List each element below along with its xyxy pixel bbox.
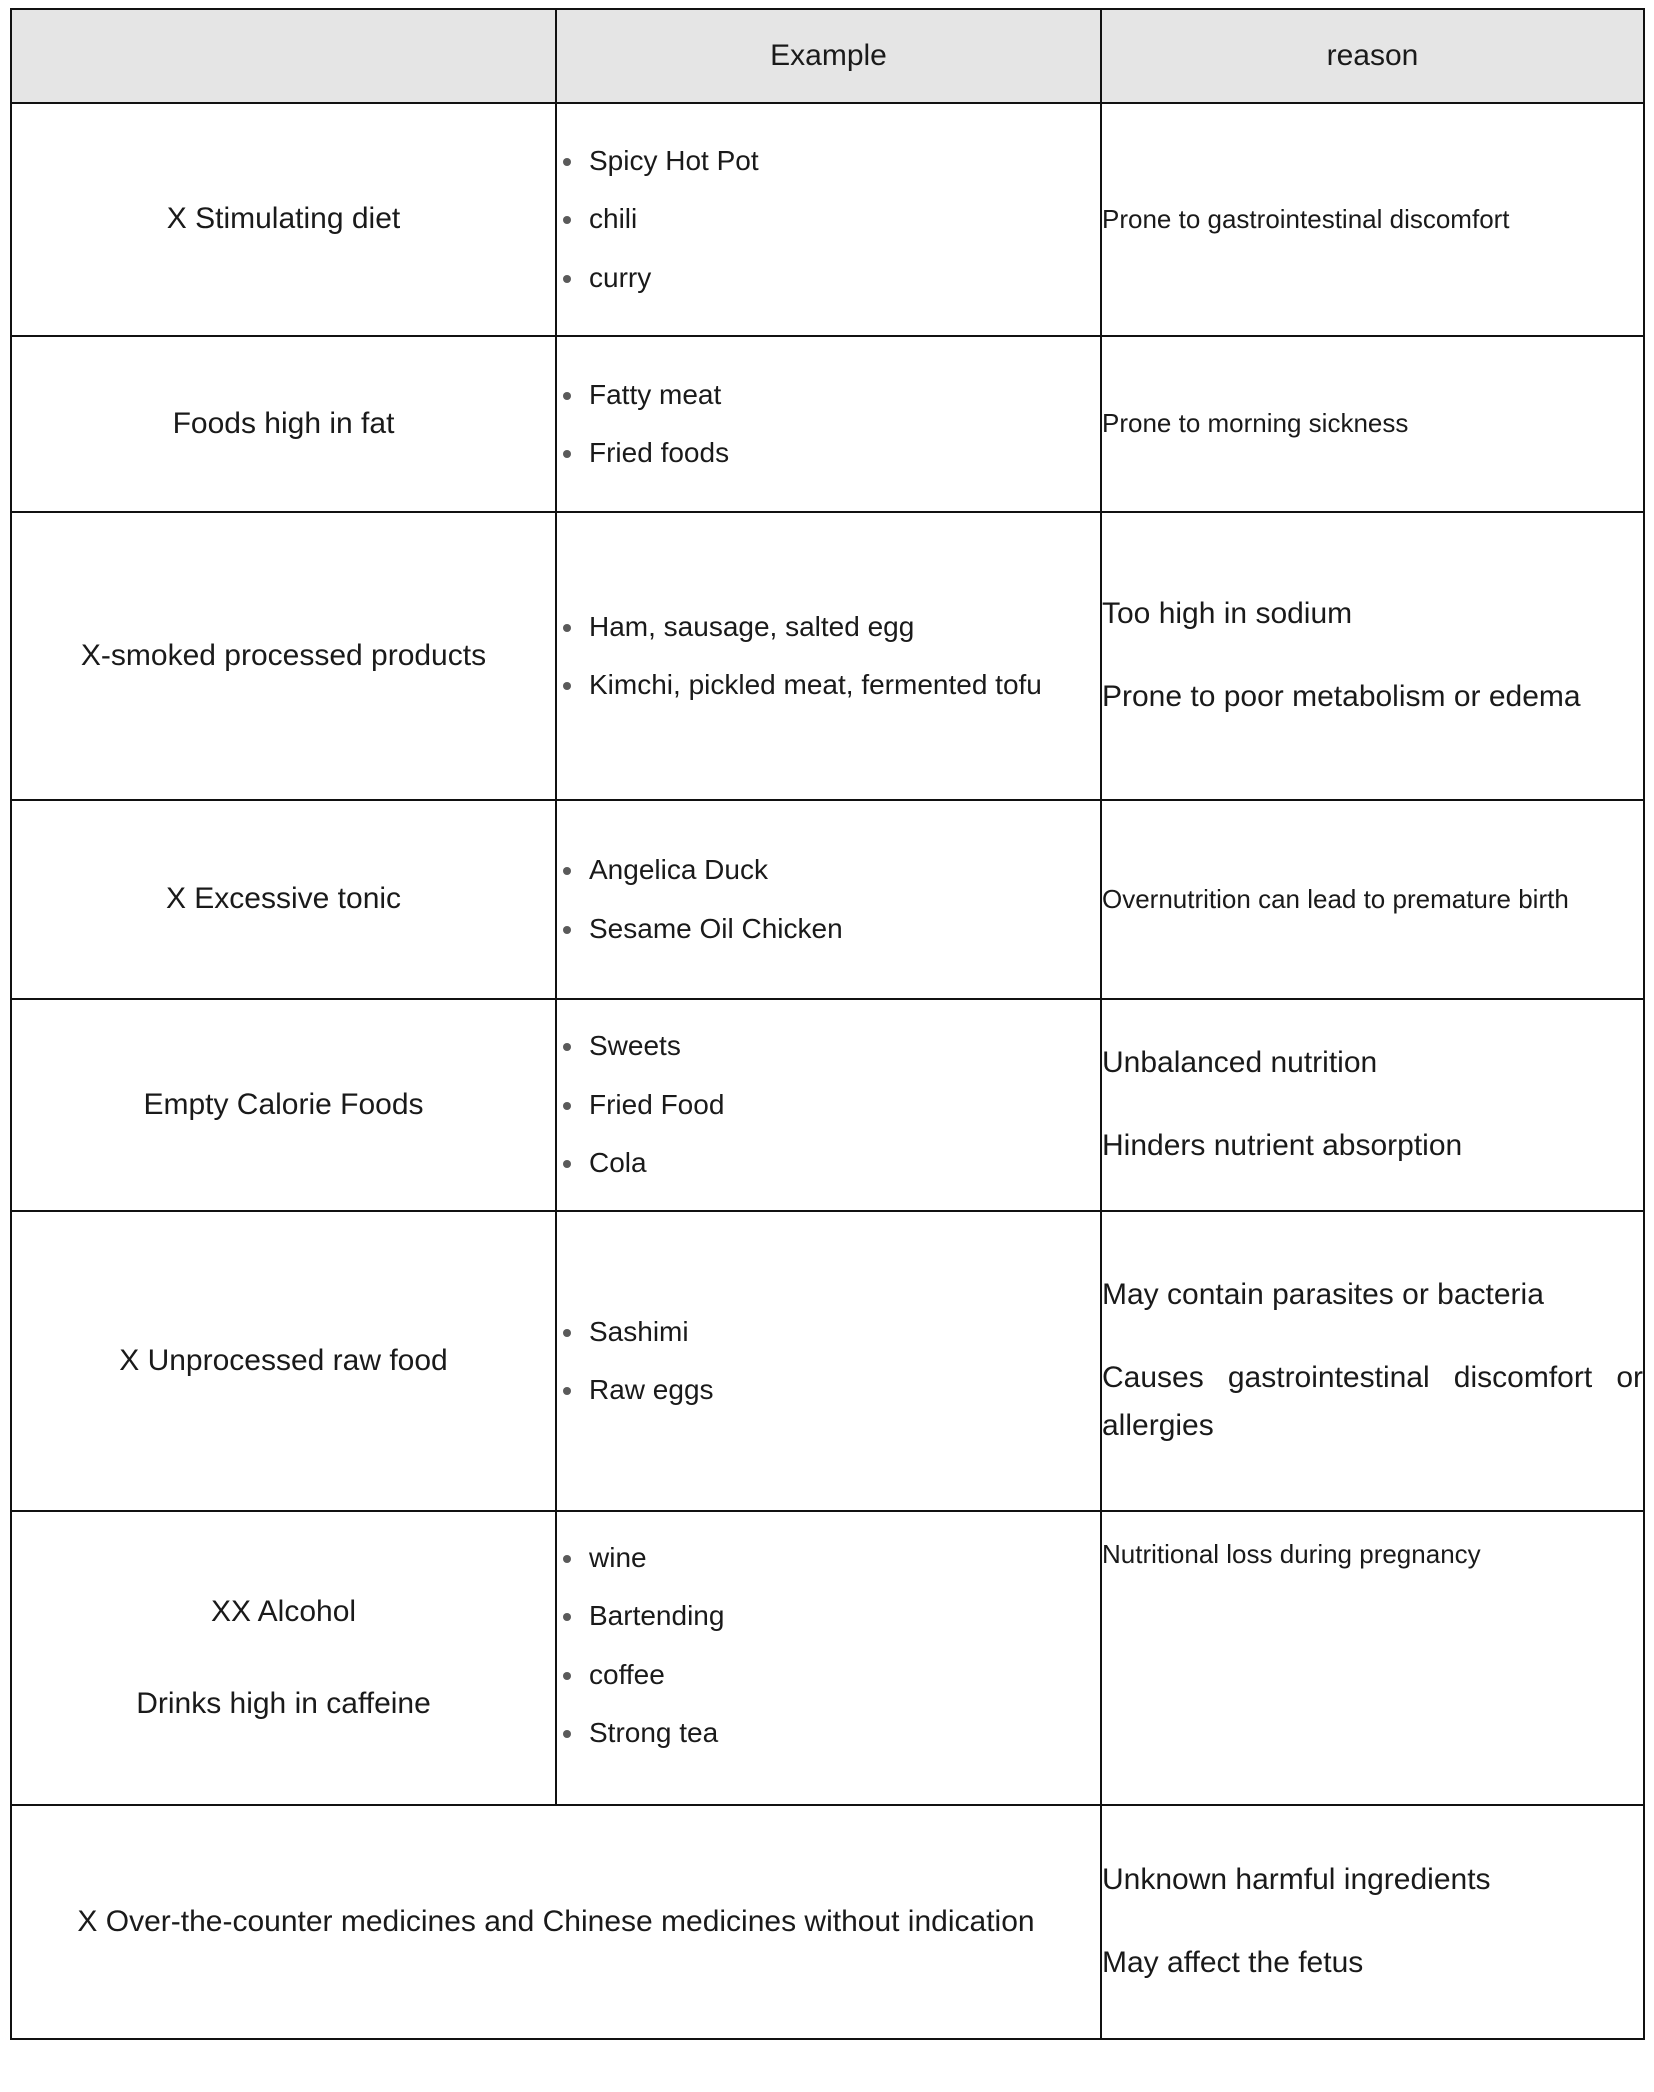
cell-category (11, 1511, 556, 1805)
example-list (557, 852, 1100, 947)
pregnancy-diet-restrictions-table (10, 8, 1645, 2040)
list-item: Cola (585, 1145, 1100, 1181)
cell-example (556, 999, 1101, 1211)
cell-reason (1101, 512, 1644, 800)
reason-text: Unknown harmful ingredients (1102, 1863, 1491, 1897)
cell-category: X Stimulating diet (11, 103, 556, 336)
header-cell-example: Example (556, 9, 1101, 103)
list-item: Angelica Duck (585, 852, 1100, 888)
example-list (557, 377, 1100, 472)
reason-text: Prone to gastrointestinal discomfort (1102, 203, 1510, 234)
cell-category-line: Drinks high in caffeine (136, 1687, 431, 1720)
reason-text: May affect the fetus (1102, 1946, 1364, 1979)
list-item: Fatty meat (585, 377, 1100, 413)
table-header (11, 9, 1644, 103)
cell-reason (1101, 336, 1644, 512)
cell-category-merged: X Over-the-counter medicines and Chinese medicines without indication (11, 1805, 1101, 2039)
table-row (11, 1511, 1644, 1805)
list-item: Sashimi (585, 1314, 1100, 1350)
table-row (11, 103, 1644, 336)
list-item: curry (585, 260, 1100, 296)
cell-reason (1101, 800, 1644, 999)
table-row (11, 336, 1644, 512)
header-cell-reason: reason (1101, 9, 1644, 103)
list-item: Kimchi, pickled meat, fermented tofu (585, 667, 1100, 703)
cell-example (556, 512, 1101, 800)
list-item: Ham, sausage, salted egg (585, 609, 1100, 645)
example-list (557, 1540, 1100, 1752)
cell-category: Empty Calorie Foods (11, 999, 556, 1211)
list-item: Sesame Oil Chicken (585, 911, 1100, 947)
reason-text: May contain parasites or bacteria (1102, 1278, 1544, 1312)
list-item: Fried foods (585, 435, 1100, 471)
cell-example (556, 1511, 1101, 1805)
header-row (11, 9, 1644, 103)
reason-text: Nutritional loss during pregnancy (1102, 1539, 1481, 1569)
list-item: Sweets (585, 1028, 1100, 1064)
reason-text: Unbalanced nutrition (1102, 1046, 1378, 1080)
example-list (557, 143, 1100, 296)
cell-reason (1101, 1211, 1644, 1511)
reason-text: Overnutrition can lead to premature birth (1102, 883, 1569, 914)
example-list (557, 609, 1100, 704)
reason-text: Prone to poor metabolism or edema (1102, 680, 1581, 713)
reason-text: Causes gastrointestinal discomfort or allergies (1102, 1360, 1643, 1443)
list-item: Spicy Hot Pot (585, 143, 1100, 179)
list-item: coffee (585, 1657, 1100, 1693)
list-item: chili (585, 201, 1100, 237)
cell-category: X Unprocessed raw food (11, 1211, 556, 1511)
reason-text: Hinders nutrient absorption (1102, 1129, 1463, 1162)
cell-reason (1101, 103, 1644, 336)
example-list (557, 1028, 1100, 1181)
cell-example (556, 800, 1101, 999)
table-row (11, 1805, 1644, 2039)
cell-reason (1101, 1511, 1644, 1805)
cell-example (556, 1211, 1101, 1511)
example-list (557, 1314, 1100, 1409)
cell-category-line: XX Alcohol (210, 1594, 357, 1628)
list-item: wine (585, 1540, 1100, 1576)
table-row (11, 999, 1644, 1211)
cell-reason (1101, 999, 1644, 1211)
cell-example (556, 336, 1101, 512)
cell-example (556, 103, 1101, 336)
cell-category: X-smoked processed products (11, 512, 556, 800)
table-row (11, 800, 1644, 999)
table-row (11, 512, 1644, 800)
table-row (11, 1211, 1644, 1511)
cell-reason (1101, 1805, 1644, 2039)
list-item: Raw eggs (585, 1372, 1100, 1408)
table-body (11, 103, 1644, 2039)
cell-category: X Excessive tonic (11, 800, 556, 999)
list-item: Bartending (585, 1598, 1100, 1634)
list-item: Fried Food (585, 1087, 1100, 1123)
reason-text: Too high in sodium (1102, 597, 1353, 631)
cell-category: Foods high in fat (11, 336, 556, 512)
list-item: Strong tea (585, 1715, 1100, 1751)
reason-text: Prone to morning sickness (1102, 408, 1409, 439)
header-cell-category (11, 9, 556, 103)
